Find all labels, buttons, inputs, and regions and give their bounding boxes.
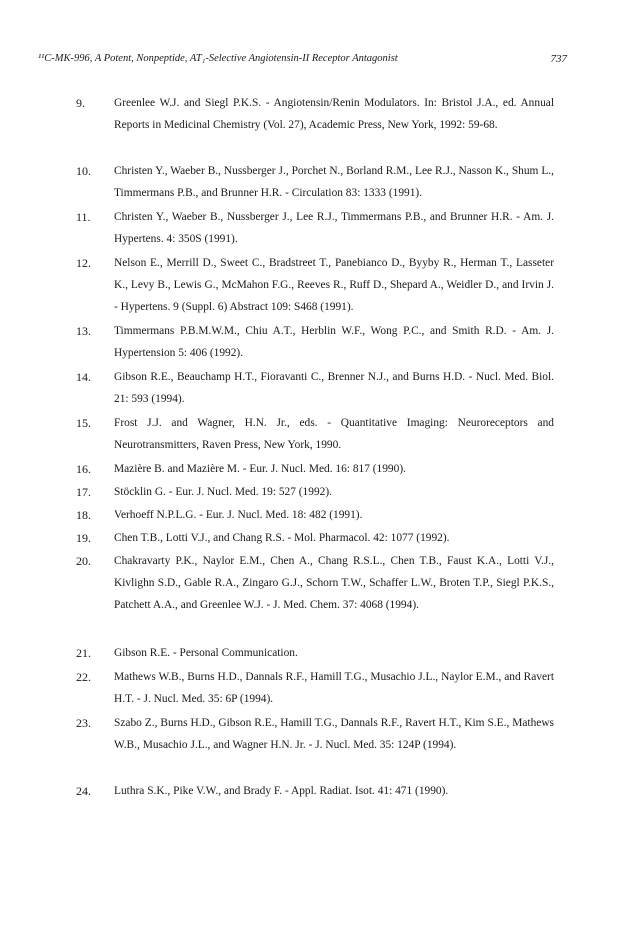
reference-text: Christen Y., Waeber B., Nussberger J., Porchet N., Borland R.M., Lee R.J., Nasson K., Shum L., Timmermans P.B., and Brunner H.R. - Circulation 83: 1333 (1991). (114, 165, 554, 199)
reference-text: Chakravarty P.K., Naylor E.M., Chen A., Chang R.S.L., Chen T.B., Faust K.A., Lotti V.J., Kivlighn S.D., Gable R.A., Zingaro G.J., Schorn T.W., Schaffer L.W., Broten T.P., Siegl P.K.S., Patchett A.A., and Greenlee W.J. - J. Med. Chem. 37: 4068 (1994). (114, 555, 554, 611)
reference-number: 23. (76, 716, 91, 730)
reference-number: 24. (76, 784, 91, 798)
reference-text: Gibson R.E. - Personal Communication. (114, 647, 298, 659)
reference-text: Verhoeff N.P.L.G. - Eur. J. Nucl. Med. 18: 482 (1991). (114, 509, 363, 521)
reference-text: Stöcklin G. - Eur. J. Nucl. Med. 19: 527 (1992). (114, 486, 332, 498)
reference-number: 20. (76, 554, 91, 568)
reference-text: Frost J.J. and Wagner, H.N. Jr., eds. - Quantitative Imaging: Neuroreceptors and Neurotransmitters, Raven Press, New York, 1990. (114, 417, 554, 451)
reference-number: 9. (76, 96, 85, 110)
reference-text: Timmermans P.B.M.W.M., Chiu A.T., Herblin W.F., Wong P.C., and Smith R.D. - Am. J. Hypertension 5: 406 (1992). (114, 325, 554, 359)
reference-text: Mathews W.B., Burns H.D., Dannals R.F., Hamill T.G., Musachio J.L., Naylor E.M., and Ravert H.T. - J. Nucl. Med. 35: 6P (1994). (114, 671, 554, 705)
reference-text: Chen T.B., Lotti V.J., and Chang R.S. - Mol. Pharmacol. 42: 1077 (1992). (114, 532, 450, 544)
reference-text: Szabo Z., Burns H.D., Gibson R.E., Hamill T.G., Dannals R.F., Ravert H.T., Kim S.E., Mathews W.B., Musachio J.L., and Wagner H.N. Jr. - J. Nucl. Med. 35: 124P (1994). (114, 717, 554, 751)
reference-text: Christen Y., Waeber B., Nussberger J., Lee R.J., Timmermans P.B., and Brunner H.R. - Am. J. Hypertens. 4: 350S (1991). (114, 211, 554, 245)
reference-number: 19. (76, 531, 91, 545)
reference-number: 15. (76, 416, 91, 430)
reference-number: 21. (76, 646, 91, 660)
reference-text: Gibson R.E., Beauchamp H.T., Fioravanti C., Brenner N.J., and Burns H.D. - Nucl. Med. Biol. 21: 593 (1994). (114, 371, 554, 405)
running-title: ¹¹C-MK-996, A Potent, Nonpeptide, AT₁-Selective Angiotensin-II Receptor Antagonist (38, 53, 398, 64)
reference-number: 18. (76, 508, 91, 522)
reference-number: 14. (76, 370, 91, 384)
reference-number: 16. (76, 462, 91, 476)
reference-number: 13. (76, 324, 91, 338)
reference-number: 10. (76, 164, 91, 178)
running-header (38, 53, 567, 69)
reference-number: 12. (76, 256, 91, 270)
reference-text: Nelson E., Merrill D., Sweet C., Bradstreet T., Panebianco D., Byyby R., Herman T., Lasseter K., Levy B., Lewis G., McMahon F.G., Reeves R., Ruff D., Shepard A., Weidler D., and Irvin J. - Hypertens. 9 (Suppl. 6) Abstract 109: S468 (1991). (114, 257, 554, 313)
reference-text: Luthra S.K., Pike V.W., and Brady F. - Appl. Radiat. Isot. 41: 471 (1990). (114, 785, 449, 797)
page-number: 737 (550, 53, 567, 65)
reference-number: 22. (76, 670, 91, 684)
reference-number: 11. (76, 210, 91, 224)
reference-text: Mazière B. and Mazière M. - Eur. J. Nucl. Med. 16: 817 (1990). (114, 463, 406, 475)
reference-text: Greenlee W.J. and Siegl P.K.S. - Angiotensin/Renin Modulators. In: Bristol J.A., ed. Annual Reports in Medicinal Chemistry (Vol. 27), Academic Press, New York, 1992: 59-68. (114, 97, 554, 131)
reference-number: 17. (76, 485, 91, 499)
